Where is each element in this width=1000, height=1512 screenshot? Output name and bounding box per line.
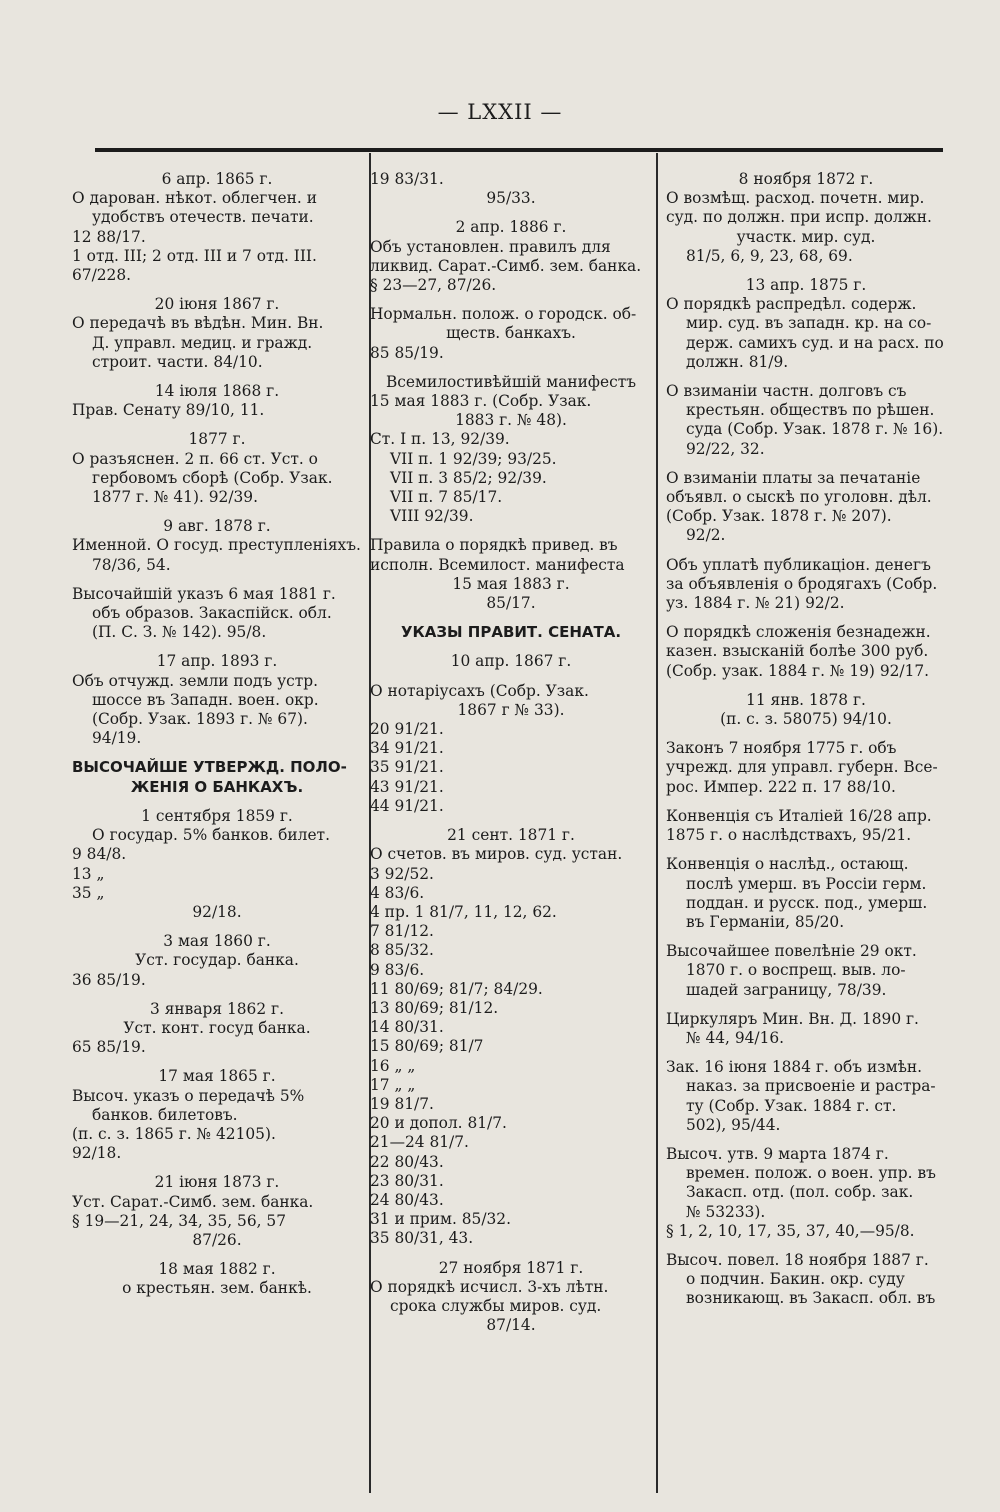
index-line: удобствъ отечеств. печати.	[92, 208, 314, 227]
line-gap	[72, 990, 362, 1000]
index-line: 23 80/31.	[370, 1171, 444, 1190]
index-line: § 19—21, 24, 34, 35, 56, 57	[72, 1211, 286, 1230]
index-line: Конвенція о наслѣд., остающ.	[666, 855, 909, 874]
index-line: О нотаріусахъ (Собр. Узак.	[370, 681, 589, 700]
line-gap	[666, 1000, 946, 1010]
index-line: 19 81/7.	[370, 1094, 434, 1113]
index-line: 21 сент. 1871 г.	[447, 826, 575, 845]
index-line: 15 80/69; 81/7	[370, 1037, 484, 1056]
line-gap	[72, 797, 362, 807]
index-line: 22 80/43.	[370, 1152, 444, 1171]
index-line: Д. управл. медиц. и гражд.	[92, 333, 313, 352]
line-gap	[370, 295, 652, 305]
index-line: 20 91/21.	[370, 720, 444, 739]
index-line: О государ. 5% банков. билет.	[92, 826, 330, 845]
line-gap	[72, 1250, 362, 1260]
line-gap	[666, 546, 946, 556]
index-line: 8 ноября 1872 г.	[738, 170, 874, 188]
index-line: 6 апр. 1865 г.	[161, 170, 273, 188]
index-line: Уст. конт. госуд банка.	[123, 1018, 311, 1037]
index-line: 27 ноября 1871 г.	[438, 1258, 584, 1277]
index-line: Объ отчужд. земли подъ устр.	[72, 671, 319, 690]
index-line: 10 апр. 1867 г.	[450, 652, 572, 671]
index-line: 1 сентября 1859 г.	[141, 806, 293, 825]
index-line: 31 и прим. 85/32.	[370, 1210, 511, 1229]
column-3	[666, 170, 946, 1309]
line-gap	[666, 729, 946, 739]
index-line: 17 „ „	[370, 1075, 416, 1094]
line-gap	[72, 922, 362, 932]
index-line: 21—24 81/7.	[370, 1133, 469, 1152]
line-gap	[370, 642, 652, 652]
line-gap	[370, 816, 652, 826]
line-gap	[72, 285, 362, 295]
index-line: 2 апр. 1886 г.	[455, 218, 567, 237]
line-gap	[666, 372, 946, 382]
index-line: ществ. банкахъ.	[446, 324, 576, 343]
index-line: Зак. 16 іюня 1884 г. объ измѣн.	[666, 1058, 923, 1077]
index-line: о подчин. Бакин. окр. суду	[686, 1270, 905, 1289]
index-line: 85 85/19.	[370, 343, 444, 362]
line-gap	[72, 642, 362, 652]
index-line: 92/18.	[192, 902, 242, 921]
index-line: мир. суд. въ западн. кр. на со-	[686, 314, 932, 333]
index-line: 4 83/6.	[370, 883, 425, 902]
index-line: § 1, 2, 10, 17, 35, 37, 40,—95/8.	[666, 1221, 915, 1240]
index-line: учрежд. для управл. губерн. Все-	[666, 758, 938, 777]
index-line: 81/5, 6, 9, 23, 68, 69.	[686, 246, 853, 265]
index-line: должн. 81/9.	[686, 352, 789, 371]
index-line: о крестьян. зем. банкѣ.	[122, 1279, 312, 1298]
line-gap	[370, 208, 652, 218]
line-gap	[666, 932, 946, 942]
index-line: 67/228.	[72, 266, 132, 285]
index-line: (Собр. Узак. 1893 г. № 67).	[92, 710, 308, 729]
line-gap	[370, 363, 652, 373]
index-line: Законъ 7 ноября 1775 г. объ	[666, 739, 897, 758]
index-line: 3 92/52.	[370, 864, 434, 883]
index-line: срока службы миров. суд.	[390, 1296, 602, 1315]
index-line: 3 января 1862 г.	[150, 999, 284, 1018]
index-line: Нормальн. полож. о городск. об-	[370, 305, 637, 324]
line-gap	[72, 507, 362, 517]
column-2	[370, 170, 652, 1335]
index-line: № 53233).	[686, 1202, 766, 1221]
index-line: Высоч. указъ о передачѣ 5%	[72, 1086, 305, 1105]
index-line: Прав. Сенату 89/10, 11.	[72, 401, 265, 420]
line-gap	[72, 575, 362, 585]
index-line: 11 янв. 1878 г.	[746, 690, 866, 709]
index-line: объявл. о сыскѣ по уголовн. дѣл.	[666, 488, 932, 507]
line-gap	[666, 845, 946, 855]
header-rule	[95, 148, 943, 152]
index-line: 9 84/8.	[72, 845, 127, 864]
index-line: поддан. и русск. под., умерш.	[686, 893, 928, 912]
index-line: Уст. Сарат.-Симб. зем. банка.	[72, 1192, 314, 1211]
line-gap	[666, 613, 946, 623]
index-line: (п. с. з. 58075) 94/10.	[720, 710, 892, 729]
index-line: VII п. 3 85/2; 92/39.	[390, 468, 547, 487]
index-line: (Собр. узак. 1884 г. № 19) 92/17.	[666, 661, 930, 680]
index-line: 1 отд. III; 2 отд. III и 7 отд. III.	[72, 246, 317, 265]
line-gap	[72, 372, 362, 382]
index-line: О передачѣ въ вѣдѣн. Мин. Вн.	[72, 314, 324, 333]
index-line: въ Германіи, 85/20.	[686, 912, 845, 931]
index-line: 13 апр. 1875 г.	[745, 276, 867, 295]
index-line: времен. полож. о воен. упр. въ	[686, 1164, 936, 1183]
index-line: казен. взысканій болѣе 300 руб.	[666, 642, 929, 661]
index-line: суд. по должн. при испр. должн.	[666, 208, 932, 227]
index-line: исполн. Всемилост. манифеста	[370, 555, 625, 574]
index-line: 19 83/31.	[370, 170, 444, 188]
line-gap	[666, 266, 946, 276]
index-line: 15 мая 1883 г. (Собр. Узак.	[370, 392, 592, 411]
column-divider-2	[656, 153, 658, 1493]
index-line: Закасп. отд. (пол. собр. зак.	[686, 1183, 914, 1202]
index-line: 11 80/69; 81/7; 84/29.	[370, 979, 543, 998]
index-line: 65 85/19.	[72, 1038, 146, 1057]
index-line: 1875 г. о наслѣдствахъ, 95/21.	[666, 826, 912, 845]
index-line: 15 мая 1883 г.	[452, 574, 570, 593]
index-line: 44 91/21.	[370, 796, 444, 815]
index-line: 92/2.	[686, 526, 726, 545]
index-line: § 23—27, 87/26.	[370, 276, 497, 295]
index-line: 7 81/12.	[370, 922, 434, 941]
index-line: О счетов. въ миров. суд. устан.	[370, 845, 623, 864]
index-line: 14 80/31.	[370, 1018, 444, 1037]
index-line: Правила о порядкѣ привед. въ	[370, 536, 618, 555]
index-line: 92/22, 32.	[686, 439, 765, 458]
index-line: 85/17.	[486, 594, 536, 613]
line-gap	[72, 748, 362, 758]
index-line: участк. мир. суд.	[736, 227, 876, 246]
index-line: Именной. О госуд. преступленіяхъ.	[72, 536, 361, 555]
index-line: 4 пр. 1 81/7, 11, 12, 62.	[370, 902, 557, 921]
index-line: Объ установлен. правилъ для	[370, 237, 611, 256]
index-line: 9 83/6.	[370, 960, 425, 979]
index-line: 20 іюня 1867 г.	[154, 295, 280, 314]
index-line: О порядкѣ исчисл. 3-хъ лѣтн.	[370, 1277, 609, 1296]
index-line: 78/36, 54.	[92, 555, 171, 574]
line-gap	[666, 1241, 946, 1251]
index-line: 12 88/17.	[72, 227, 146, 246]
line-gap	[72, 1057, 362, 1067]
index-line: (п. с. з. 1865 г. № 42105).	[72, 1124, 276, 1143]
index-line: 16 „ „	[370, 1056, 416, 1075]
index-line: № 44, 94/16.	[686, 1028, 785, 1047]
index-line: 35 „	[72, 883, 105, 902]
page-header: — LXXII —	[437, 100, 563, 124]
index-line: 1877 г. № 41). 92/39.	[92, 488, 258, 507]
index-line: 94/19.	[92, 729, 142, 748]
index-line: крестьян. обществъ по рѣшен.	[686, 401, 935, 420]
line-gap	[666, 1135, 946, 1145]
index-line: 21 іюня 1873 г.	[154, 1173, 280, 1192]
line-gap	[666, 681, 946, 691]
index-line: 18 мая 1882 г.	[158, 1260, 276, 1279]
index-line: объ образов. Закаспійск. обл.	[92, 604, 332, 623]
index-line: суда (Собр. Узак. 1878 г. № 16).	[686, 420, 944, 439]
index-line: банков. билетовъ.	[92, 1105, 238, 1124]
index-line: О возмѣщ. расход. почетн. мир.	[666, 189, 925, 208]
index-line: 87/26.	[192, 1230, 242, 1249]
line-gap	[666, 797, 946, 807]
index-line: строит. части. 84/10.	[92, 352, 263, 371]
index-line: наказ. за присвоеніе и растра-	[686, 1077, 936, 1096]
column-1	[72, 170, 362, 1299]
index-line: VII п. 7 85/17.	[390, 488, 503, 507]
index-line: 1883 г. № 48).	[455, 411, 567, 430]
index-line: Высоч. повел. 18 ноября 1887 г.	[666, 1250, 929, 1269]
index-line: 17 мая 1865 г.	[158, 1067, 276, 1086]
index-line: 92/18.	[72, 1144, 122, 1163]
index-line: рос. Импер. 222 п. 17 88/10.	[666, 777, 896, 796]
index-line: 1867 г № 33).	[457, 700, 565, 719]
section-heading: ВЫСОЧАЙШЕ УТВЕРЖД. ПОЛО-	[72, 758, 347, 777]
index-line: О дарован. нѣкот. облегчен. и	[72, 189, 317, 208]
index-line: послѣ умерш. въ Россіи герм.	[686, 874, 927, 893]
line-gap	[370, 526, 652, 536]
index-line: шадей заграницу, 78/39.	[686, 980, 887, 999]
section-heading: УКАЗЫ ПРАВИТ. СЕНАТА.	[400, 623, 622, 642]
index-line: 13 „	[72, 864, 105, 883]
index-line: Объ уплатѣ публикаціон. денегъ	[666, 555, 931, 574]
index-line: 35 91/21.	[370, 758, 444, 777]
index-line: уз. 1884 г. № 21) 92/2.	[666, 594, 845, 613]
line-gap	[72, 1163, 362, 1173]
index-line: 17 апр. 1893 г.	[156, 652, 278, 671]
line-gap	[370, 672, 652, 682]
line-gap	[666, 1048, 946, 1058]
index-line: гербовомъ сборѣ (Собр. Узак.	[92, 468, 333, 487]
index-line: 24 80/43.	[370, 1190, 444, 1209]
index-line: Высоч. утв. 9 марта 1874 г.	[666, 1144, 889, 1163]
index-line: (Собр. Узак. 1878 г. № 207).	[666, 507, 892, 526]
index-line: VII п. 1 92/39; 93/25.	[390, 449, 557, 468]
line-gap	[370, 613, 652, 623]
index-line: Всемилостивѣйшій манифестъ	[385, 372, 637, 391]
index-line: О разъяснен. 2 п. 66 ст. Уст. о	[72, 449, 318, 468]
line-gap	[666, 459, 946, 469]
line-gap	[370, 1249, 652, 1259]
index-line: 43 91/21.	[370, 777, 444, 796]
index-line: О взиманіи платы за печатаніе	[666, 468, 921, 487]
index-line: за объявленія о бродягахъ (Собр.	[666, 574, 938, 593]
index-line: 34 91/21.	[370, 739, 444, 758]
index-line: 35 80/31, 43.	[370, 1229, 474, 1248]
index-line: 20 и допол. 81/7.	[370, 1114, 507, 1133]
index-line: Конвенція съ Италіей 16/28 апр.	[666, 806, 932, 825]
index-line: возникающ. въ Закасп. обл. въ	[686, 1289, 936, 1308]
index-line: 3 мая 1860 г.	[163, 932, 271, 951]
index-line: ту (Собр. Узак. 1884 г. ст.	[686, 1096, 897, 1115]
index-line: 95/33.	[486, 189, 536, 208]
index-line: 9 авг. 1878 г.	[163, 517, 271, 536]
line-gap	[72, 420, 362, 430]
index-line: шоссе въ Западн. воен. окр.	[92, 690, 319, 709]
index-line: (П. С. З. № 142). 95/8.	[92, 623, 267, 642]
index-line: О взиманіи частн. долговъ съ	[666, 382, 907, 401]
index-line: 8 85/32.	[370, 941, 434, 960]
index-line: О порядкѣ сложенія безнадежн.	[666, 623, 931, 642]
index-line: О порядкѣ распредѣл. содерж.	[666, 295, 917, 314]
index-line: 14 іюля 1868 г.	[154, 382, 280, 401]
index-line: 502), 95/44.	[686, 1115, 781, 1134]
index-line: держ. самихъ суд. и на расх. по	[686, 333, 944, 352]
index-line: 13 80/69; 81/12.	[370, 998, 499, 1017]
index-line: 1870 г. о воспрещ. выв. ло-	[686, 961, 906, 980]
index-line: Циркуляръ Мин. Вн. Д. 1890 г.	[666, 1009, 919, 1028]
index-line: Высочайшее повелѣніе 29 окт.	[666, 942, 917, 961]
index-line: 1877 г.	[188, 430, 246, 449]
index-line: 87/14.	[486, 1316, 536, 1335]
index-line: ликвид. Сарат.-Симб. зем. банка.	[370, 256, 642, 275]
index-line: Высочайшій указъ 6 мая 1881 г.	[72, 584, 336, 603]
index-line: 36 85/19.	[72, 970, 146, 989]
index-line: Уст. государ. банка.	[135, 951, 299, 970]
section-heading: ЖЕНІЯ О БАНКАХЪ.	[130, 777, 304, 796]
index-line: Ст. I п. 13, 92/39.	[370, 430, 510, 449]
index-line: VIII 92/39.	[390, 507, 474, 526]
